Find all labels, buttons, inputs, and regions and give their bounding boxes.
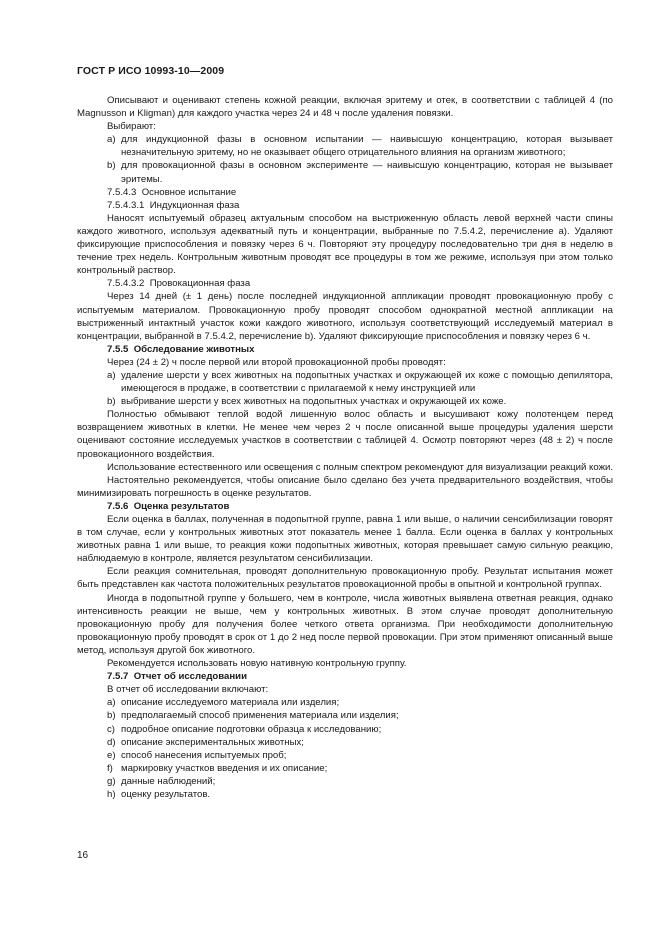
list-item bbox=[77, 723, 613, 736]
section-heading bbox=[77, 199, 613, 212]
list-marker: e) bbox=[107, 749, 116, 761]
list-item-text: подробное описание подготовки образца к исследованию; bbox=[121, 723, 382, 735]
list-item bbox=[77, 775, 613, 788]
list-item bbox=[77, 788, 613, 801]
list-item-text: выбривание шерсти у всех животных на подопытных участках и окружающей их коже. bbox=[121, 396, 507, 408]
paragraph: Рекомендуется использовать новую нативную контрольную группу. bbox=[107, 658, 407, 670]
section-number: 7.5.5 bbox=[107, 343, 129, 355]
section-number: 7.5.4.3.1 bbox=[107, 199, 145, 211]
document-body bbox=[77, 94, 613, 801]
list-item-text: маркировку участков введения и их описание; bbox=[121, 762, 328, 774]
paragraph: Иногда в подопытной группе у большего, чем в контроле, числа животных выявлена ответная реакция, однако интенсивность реакции не выше, чем у контрольных животных. В этом случае проводят дополнительную провокационную пробу для получения более четкого ответа организма. При необходимости дополнительную провокационную пробу проводят в срок от 1 до 2 нед после первой провокации. При этом применяют описанный выше метод, используя другой бок животного. bbox=[77, 592, 613, 656]
section-title: Провокационная фаза bbox=[149, 278, 251, 290]
list-item-text: способ нанесения испытуемых проб; bbox=[121, 749, 287, 761]
paragraph: В отчет об исследовании включают: bbox=[107, 684, 269, 696]
section-number: 7.5.6 bbox=[107, 500, 129, 512]
list-item-text: данные наблюдений; bbox=[121, 775, 216, 787]
list-item bbox=[77, 736, 613, 749]
list-item bbox=[77, 762, 613, 775]
list-item bbox=[77, 159, 613, 185]
paragraph: Если оценка в баллах, полученная в подопытной группе, равна 1 или выше, о наличии сенсибилизации говорят в том случае, если у контрольных животных этот показатель менее 1 балла. Если оценка в баллах у контрольных животных равна 1 или выше, то реакция кожи подопытных животных, которая превышает самую сильную реакцию, наблюдаемую в контроле, является результатом сенсибилизации. bbox=[77, 514, 613, 565]
section-heading bbox=[77, 343, 613, 356]
paragraph: Описывают и оценивают степень кожной реакции, включая эритему и отек, в соответствии с таблицей 4 (по Magnusson и Kligman) для каждого участка через 24 и 48 ч после удаления повязки. bbox=[77, 95, 613, 120]
section-title: Оценка результатов bbox=[133, 500, 230, 512]
list-marker: a) bbox=[107, 134, 116, 146]
list-marker: b) bbox=[107, 160, 116, 172]
section-number: 7.5.7 bbox=[107, 671, 129, 683]
list-marker: b) bbox=[107, 710, 116, 722]
section-heading bbox=[77, 500, 613, 513]
list-item-text: оценку результатов. bbox=[121, 788, 211, 800]
list-item-text: описание экспериментальных животных; bbox=[121, 736, 304, 748]
page-number: 16 bbox=[77, 850, 89, 861]
list-item-text: предполагаемый способ применения материала или изделия; bbox=[121, 710, 399, 722]
list-marker: c) bbox=[107, 723, 115, 735]
list-marker: a) bbox=[107, 697, 116, 709]
paragraph: Настоятельно рекомендуется, чтобы описание было сделано без учета предварительного воздействия, чтобы минимизировать погрешность в оценке результатов. bbox=[77, 474, 613, 499]
section-number: 7.5.4.3.2 bbox=[107, 278, 145, 290]
list-item bbox=[77, 133, 613, 159]
list-item-text: для индукционной фазы в основном испытании — наивысшую концентрацию, которая вызывает незначительную эритему, но не оказывает общего отрицательного влияния на организм животного; bbox=[121, 134, 613, 159]
section-title: Основное испытание bbox=[141, 186, 237, 198]
paragraph: Через (24 ± 2) ч после первой или второй провокационной пробы проводят: bbox=[107, 356, 446, 368]
section-heading bbox=[77, 186, 613, 199]
list-item-text: описание исследуемого материала или изделия; bbox=[121, 697, 340, 709]
document-header: ГОСТ Р ИСО 10993-10—2009 bbox=[77, 65, 225, 77]
list-item bbox=[77, 749, 613, 762]
list-item bbox=[77, 696, 613, 709]
paragraph: Через 14 дней (± 1 день) после последней индукционной аппликации проводят провокационную пробу с испытуемым материалом. Провокационную пробу проводят способом однократной местной аппликации на выстриженный интактный участок кожи каждого животного, используя соответствующий исследуемый материал в концентрации, выбранной в 7.5.4.2, перечисление b). Удаляют фиксирующие приспособления и повязку через 6 ч. bbox=[77, 291, 613, 342]
section-title: Индукционная фаза bbox=[149, 199, 240, 211]
paragraph: Полностью обмывают теплой водой лишенную волос область и высушивают кожу полотенцем перед возвращением животных в клетки. Не менее чем через 2 ч после описанной выше процедуры удаления шерсти оценивают состояние исследуемых участков в соответствии с таблицей 4. Осмотр повторяют через (48 ± 2) ч после провокационного воздействия. bbox=[77, 409, 613, 460]
list-marker: b) bbox=[107, 396, 116, 408]
list-marker: h) bbox=[107, 788, 116, 800]
section-heading bbox=[77, 670, 613, 683]
list-item bbox=[77, 395, 613, 408]
list-item bbox=[77, 369, 613, 395]
list-item bbox=[77, 709, 613, 722]
paragraph: Если реакция сомнительная, проводят дополнительную провокационную пробу. Результат испытания может быть представлен как частота положительных результатов провокационной пробы в опытной и контрольной группах. bbox=[77, 566, 613, 591]
section-heading bbox=[77, 277, 613, 290]
list-item-text: для провокационной фазы в основном эксперименте — наивысшую концентрацию, которая не вызывает эритемы. bbox=[121, 160, 613, 185]
list-marker: d) bbox=[107, 736, 116, 748]
list-marker: g) bbox=[107, 775, 116, 787]
section-title: Обследование животных bbox=[133, 343, 255, 355]
paragraph: Наносят испытуемый образец актуальным способом на выстриженную область левой верхней части спины каждого животного, используя адекватный путь и концентрации, выбранные по 7.5.4.2, перечисление а). Удаляют фиксирующие приспособления и повязку через 6 ч. Повторяют эту процедуру последовательно три дня в неделю в течение трех недель. Контрольным животным проводят все процедуры в том же режиме, используя при этом только контрольный раствор. bbox=[77, 212, 613, 277]
section-title: Отчет об исследовании bbox=[133, 671, 247, 683]
paragraph: Использование естественного или освещения с полным спектром рекомендуют для визуализации реакций кожи. bbox=[107, 461, 614, 473]
list-marker: f) bbox=[107, 762, 113, 774]
list-marker: a) bbox=[107, 369, 116, 381]
list-item-text: удаление шерсти у всех животных на подопытных участках и окружающей их коже с помощью депилятора, имеющегося в продаже, в соответствии с прилагаемой к нему инструкцией или bbox=[121, 369, 613, 395]
paragraph: Выбирают: bbox=[107, 121, 156, 133]
section-number: 7.5.4.3 bbox=[107, 186, 137, 198]
